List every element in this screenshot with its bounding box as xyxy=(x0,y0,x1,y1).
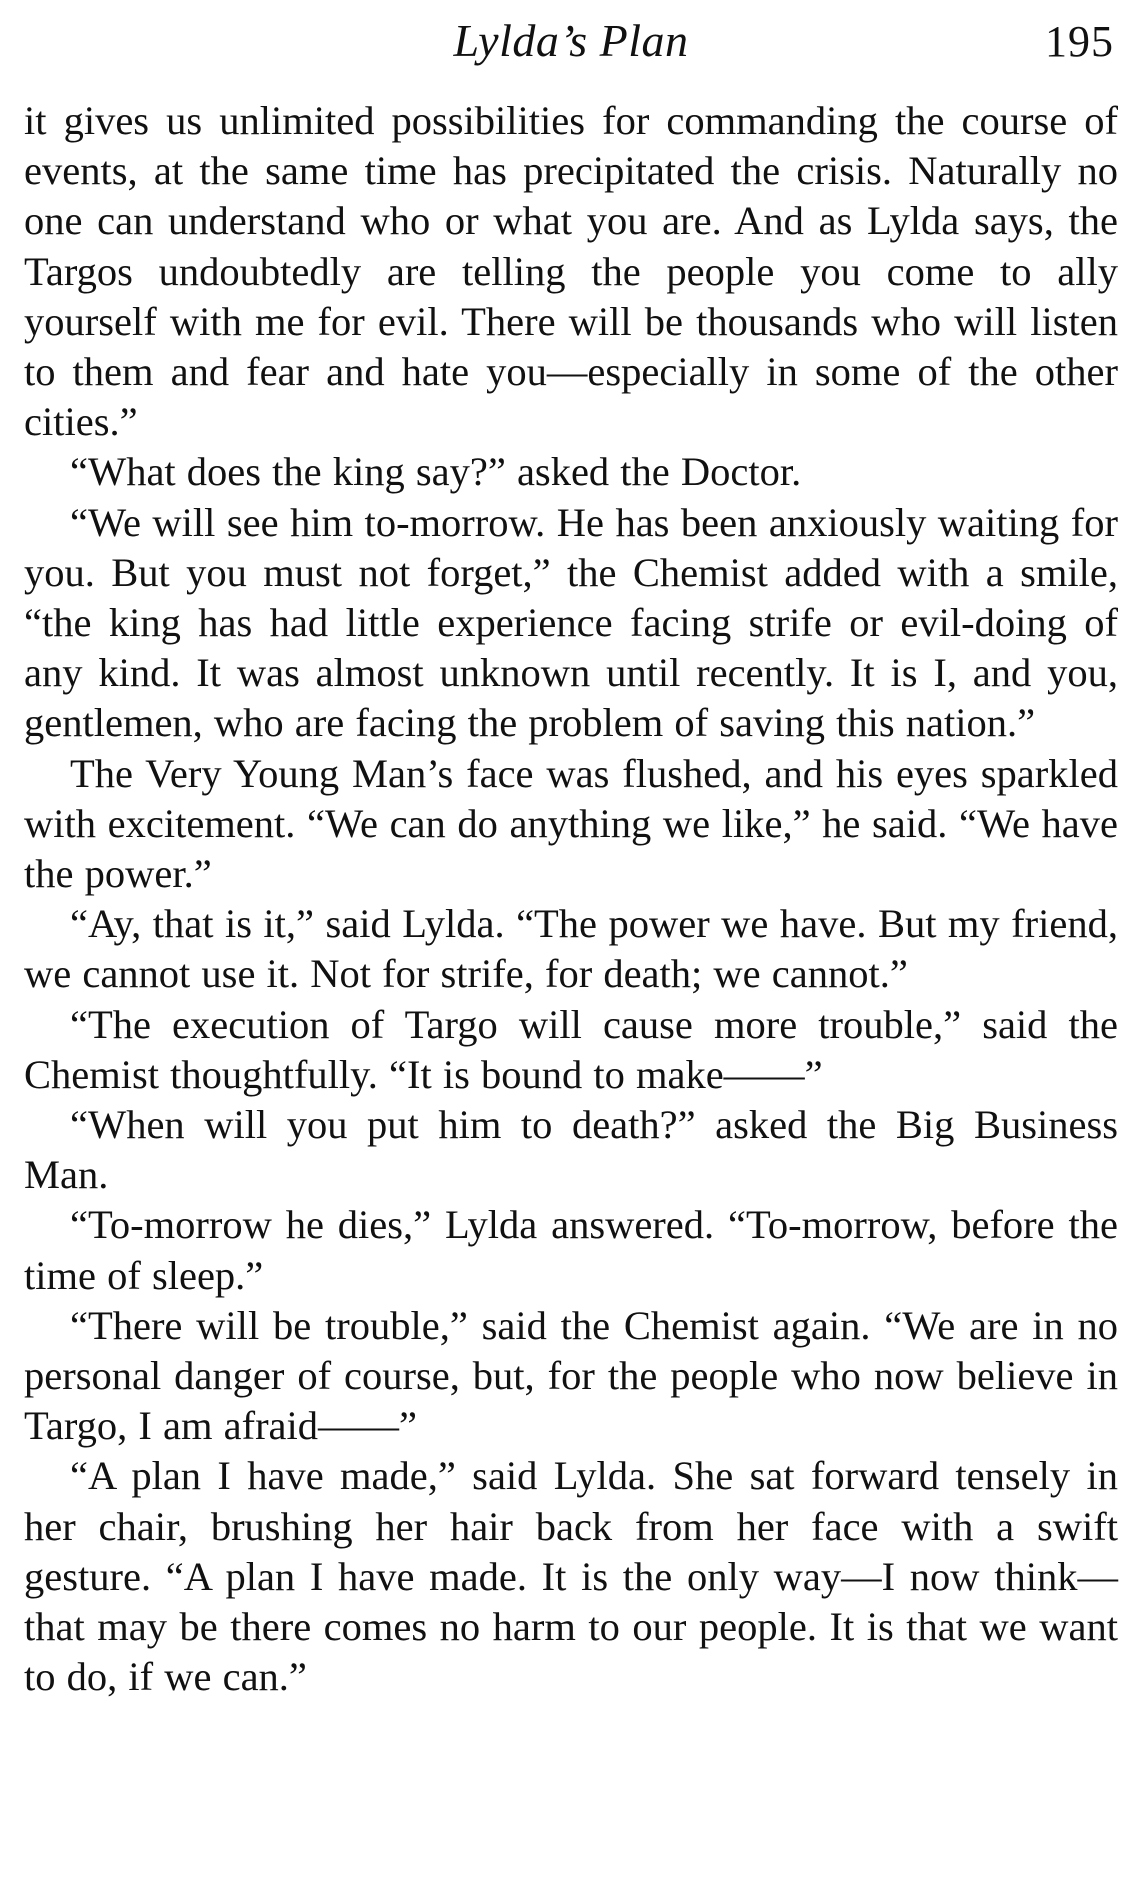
paragraph: “What does the king say?” asked the Doctor. xyxy=(70,449,802,495)
running-head xyxy=(24,0,1118,96)
paragraph: “Ay, that is it,” said Lylda. “The power we have. But my friend, we cannot use it. Not for strife, for death; we cannot.” xyxy=(24,901,1118,997)
paragraph: “When will you put him to death?” asked the Big Business Man. xyxy=(24,1102,1118,1198)
body-text xyxy=(24,96,1118,1703)
book-page xyxy=(24,0,1118,1703)
paragraph: “To-morrow he dies,” Lylda answered. “To-morrow, before the time of sleep.” xyxy=(24,1202,1118,1298)
paragraph-continued: it gives us unlimited possibilities for commanding the course of events, at the same time has precipitated the crisis. Naturally no one can understand who or what you are. And as Lylda says, the Targos undoubtedly are telling the people you come to ally yourself with me for evil. There will be thousands who will listen to them and fear and hate you—especially in some of the other cities.” xyxy=(24,98,1118,445)
page-number: 195 xyxy=(1045,17,1114,66)
paragraph: “A plan I have made,” said Lylda. She sat forward tensely in her chair, brushing her hair back from her face with a swift gesture. “A plan I have made. It is the only way—I now think—that may be there comes no harm to our people. It is that we want to do, if we can.” xyxy=(24,1453,1118,1700)
running-title: Lylda’s Plan xyxy=(453,15,689,66)
paragraph: “We will see him to-morrow. He has been anxiously waiting for you. But you must not forget,” the Chemist added with a smile, “the king has had little experience facing strife or evil-doing of any kind. It was almost unknown until recently. It is I, and you, gentlemen, who are facing the problem of saving this nation.” xyxy=(24,499,1118,746)
paragraph: “The execution of Targo will cause more trouble,” said the Chemist thoughtfully. “It is bound to make——” xyxy=(24,1001,1118,1097)
paragraph: The Very Young Man’s face was flushed, and his eyes sparkled with excitement. “We can do anything we like,” he said. “We have the power.” xyxy=(24,750,1118,897)
paragraph: “There will be trouble,” said the Chemist again. “We are in no personal danger of course, but, for the people who now believe in Targo, I am afraid——” xyxy=(24,1302,1118,1449)
